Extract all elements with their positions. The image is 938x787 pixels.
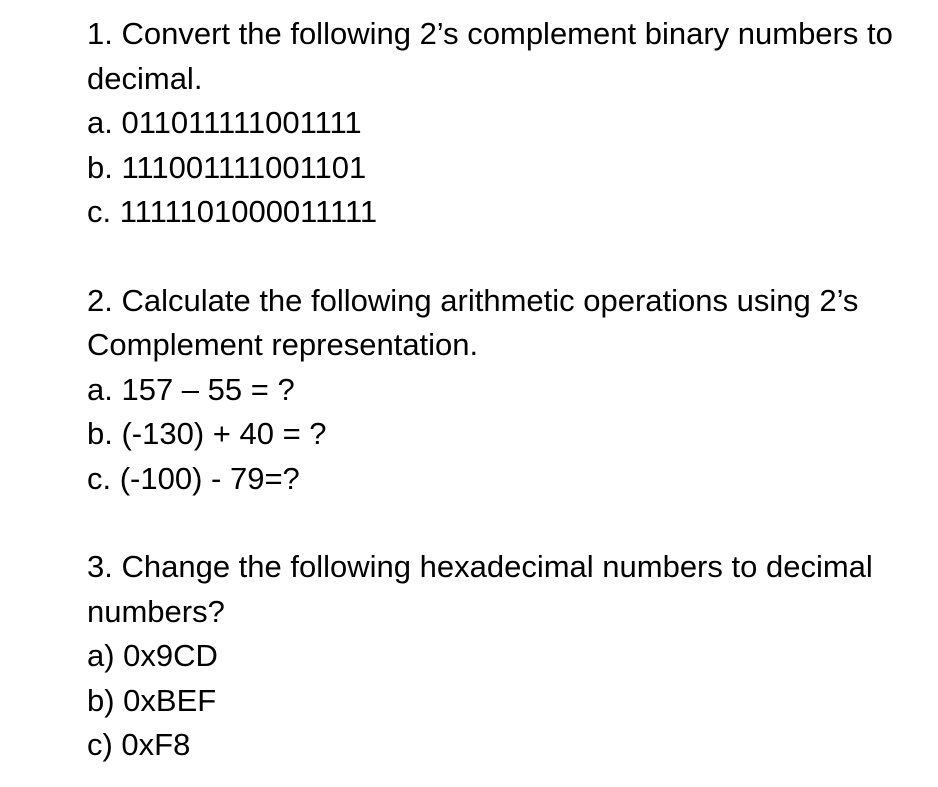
list-item: b. 111001111001101	[87, 149, 367, 185]
answer-list	[87, 101, 917, 235]
document-page	[87, 12, 917, 768]
answer-list	[87, 368, 917, 502]
list-item: b) 0xBEF	[87, 682, 217, 718]
list-item: c) 0xF8	[87, 727, 191, 762]
question-1	[87, 12, 917, 235]
question-2	[87, 279, 917, 502]
question-3	[87, 545, 917, 768]
list-item: c. (-100) - 79=?	[87, 460, 300, 496]
answer-list	[87, 634, 917, 768]
question-prompt: 3. Change the following hexadecimal numbers to decimal numbers?	[87, 549, 873, 629]
list-item: c. 1111101000011111	[87, 194, 378, 229]
list-item: a. 157 – 55 = ?	[87, 371, 295, 407]
list-item: a. 011011111001111	[87, 105, 362, 140]
list-item: b. (-130) + 40 = ?	[87, 416, 327, 451]
question-prompt: 1. Convert the following 2’s complement binary numbers to decimal.	[87, 16, 893, 96]
question-prompt: 2. Calculate the following arithmetic operations using 2’s Complement representation.	[87, 282, 859, 362]
list-item: a) 0x9CD	[87, 638, 218, 673]
